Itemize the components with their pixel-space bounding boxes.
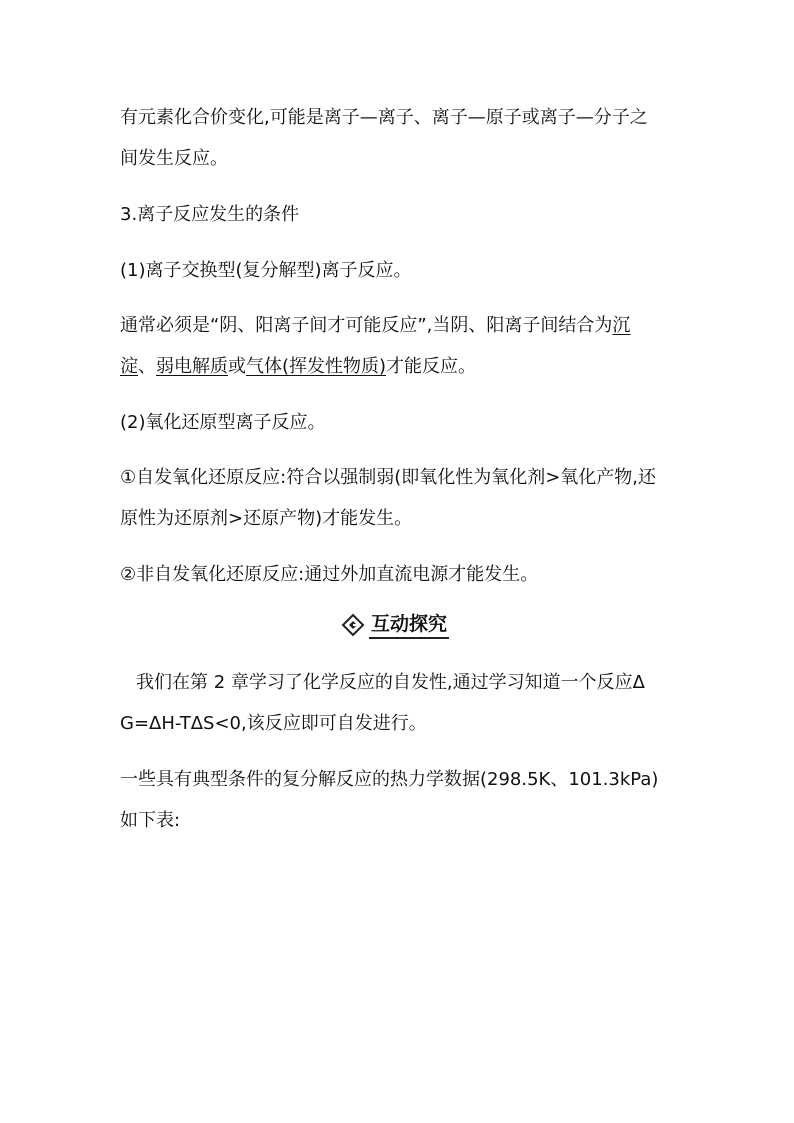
underlined-term: 气体(挥发性物质)	[246, 356, 387, 377]
paragraph-line: 有元素化合价变化,可能是离子—离子、离子—原子或离子—分子之	[120, 107, 648, 128]
paragraph-line: ①自发氧化还原反应:符合以强制弱(即氧化性为氧化剂>氧化产物,还	[120, 467, 657, 488]
paragraph-text: 才能反应。	[386, 356, 477, 377]
paragraph-line	[120, 354, 680, 380]
underlined-term: 弱电解质	[156, 356, 228, 377]
diamond-arrow-icon	[341, 613, 365, 637]
paragraph-text: 、	[138, 356, 156, 377]
underlined-term: 淀	[120, 356, 138, 377]
paragraph-line: 原性为还原剂>还原产物)才能发生。	[120, 508, 413, 529]
paragraph-line: 间发生反应。	[120, 148, 228, 169]
section-heading: 3.离子反应发生的条件	[120, 204, 300, 225]
subsection-heading: (2)氧化还原型离子反应。	[120, 412, 326, 433]
paragraph-line: 如下表:	[120, 810, 181, 831]
paragraph-line: G=ΔH-TΔS<0,该反应即可自发进行。	[120, 713, 427, 734]
paragraph-text: 通常必须是“阴、阳离子间才可能反应”,当阴、阳离子间结合为	[120, 315, 613, 336]
subsection-heading: (1)离子交换型(复分解型)离子反应。	[120, 260, 412, 281]
paragraph-line	[120, 313, 680, 339]
paragraph-line: ②非自发氧化还原反应:通过外加直流电源才能发生。	[120, 564, 539, 585]
paragraph-text: 或	[228, 356, 246, 377]
paragraph-line: 我们在第 2 章学习了化学反应的自发性,通过学习知道一个反应Δ	[136, 672, 645, 693]
underlined-term: 沉	[612, 315, 631, 336]
interactive-inquiry-badge	[341, 610, 451, 640]
badge-label: 互动探究	[369, 612, 449, 639]
paragraph-line: 一些具有典型条件的复分解反应的热力学数据(298.5K、101.3kPa)	[120, 769, 659, 790]
